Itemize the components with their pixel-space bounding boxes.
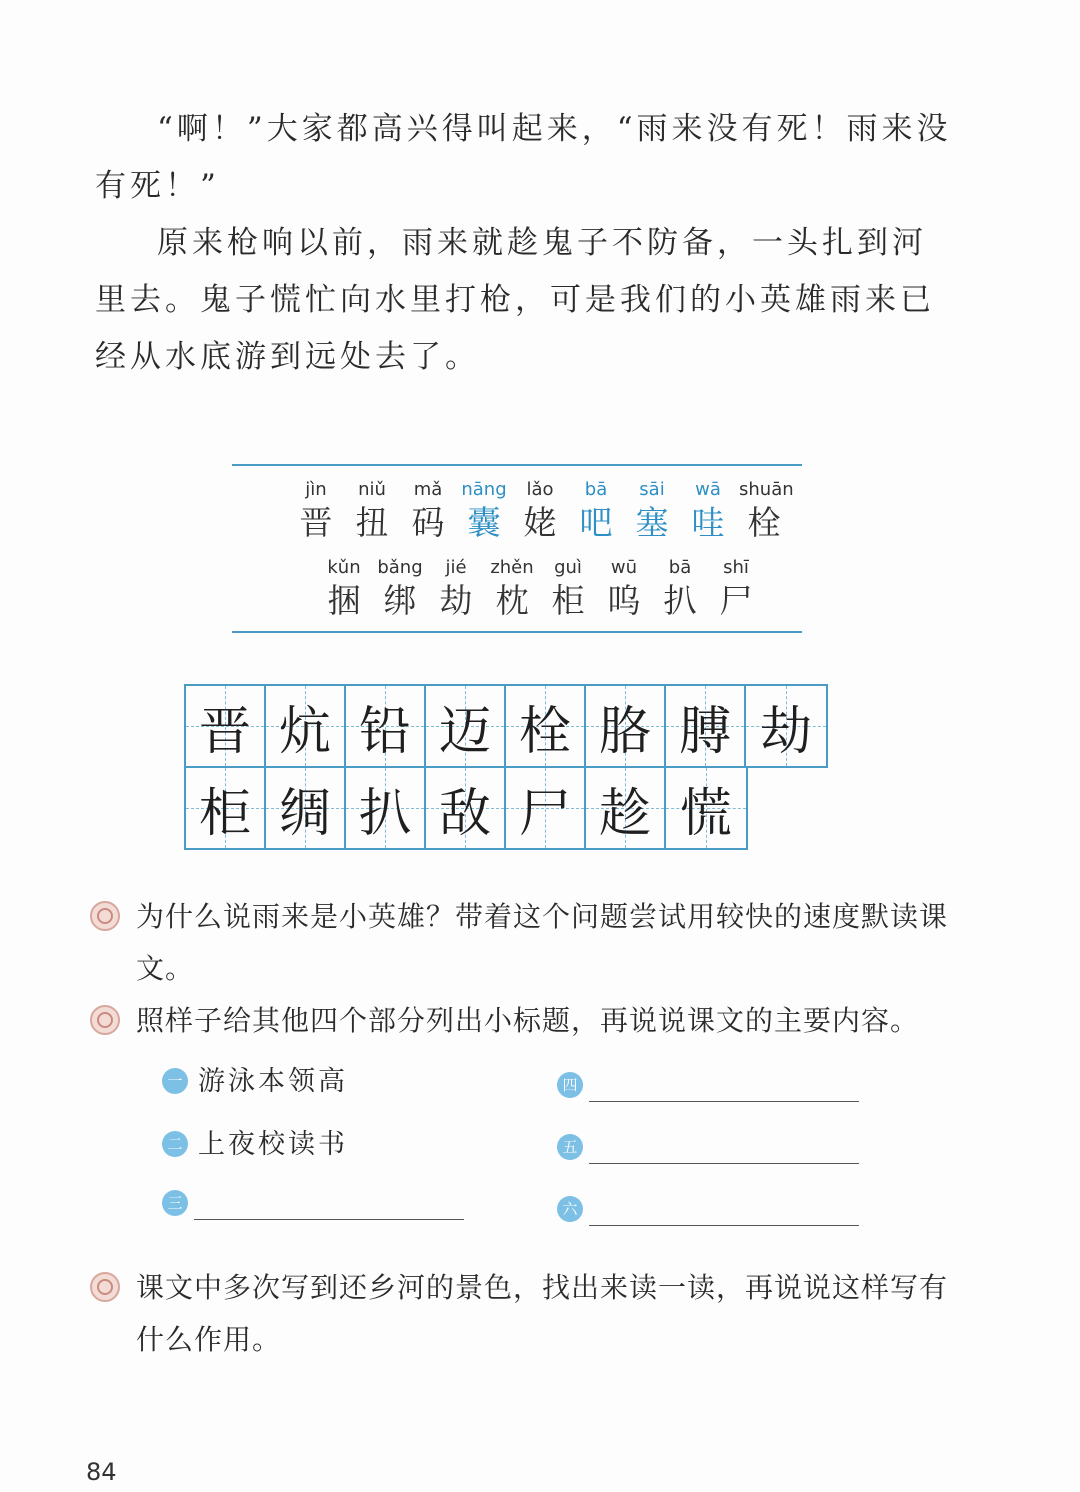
- question-bullet-icon: [90, 901, 120, 931]
- vocab-item: [515, 479, 565, 545]
- grid-cell: [506, 768, 586, 848]
- grid-cell: [746, 686, 826, 766]
- hanzi: 姥: [523, 503, 557, 542]
- grid-cell: [346, 768, 426, 848]
- vocab-item: [739, 479, 794, 545]
- vocab-top-rule: [232, 464, 802, 466]
- pinyin: kǔn: [327, 557, 361, 578]
- pinyin: shī: [723, 557, 749, 578]
- vocab-item-light-tone: [627, 479, 677, 545]
- grid-cell: [186, 686, 266, 766]
- grid-character: 柜: [198, 783, 251, 844]
- pinyin: wā: [695, 479, 721, 500]
- vocab-item: [711, 557, 761, 623]
- blank-line[interactable]: [194, 1218, 464, 1220]
- pinyin: jié: [445, 557, 467, 578]
- vocab-item-light-tone: [683, 479, 733, 545]
- writing-grid-row-2: [184, 766, 748, 850]
- grid-character: 尸: [518, 783, 571, 844]
- pinyin: shuān: [739, 479, 794, 500]
- subtitle-6: [557, 1196, 859, 1228]
- subtitle-1: [162, 1064, 348, 1100]
- subtitle-3: [162, 1190, 464, 1222]
- subtitle-text: 上夜校读书: [198, 1129, 348, 1160]
- question-2: [90, 995, 960, 1047]
- pinyin: bā: [584, 479, 608, 500]
- grid-cell: [186, 768, 266, 848]
- vocab-item: [431, 557, 481, 623]
- grid-cell: [666, 686, 746, 766]
- grid-character: 敌: [438, 783, 491, 844]
- vocab-item: [291, 479, 341, 545]
- pinyin: lǎo: [526, 479, 554, 500]
- grid-cell: [666, 768, 746, 848]
- question-text: 为什么说雨来是小英雄？带着这个问题尝试用较快的速度默读课文。: [136, 900, 949, 985]
- vocab-item-light-tone: [459, 479, 509, 545]
- vocab-bottom-rule: [232, 631, 802, 633]
- pinyin: jìn: [305, 479, 327, 500]
- vocab-item: [375, 557, 425, 623]
- vocab-item: [655, 557, 705, 623]
- grid-character: 迈: [438, 701, 491, 762]
- grid-cell: [426, 686, 506, 766]
- writing-grid-row-1: [184, 684, 828, 768]
- grid-cell: [586, 686, 666, 766]
- number-badge: 二: [162, 1131, 188, 1157]
- blank-line[interactable]: [589, 1224, 859, 1226]
- pinyin: mǎ: [413, 479, 443, 500]
- page-number: 84: [86, 1458, 117, 1486]
- paragraph-2: 原来枪响以前，雨来就趁鬼子不防备，一头扎到河里去。鬼子慌忙向水里打枪，可是我们的小英雄雨来已经从水底游到远处去了。: [95, 225, 935, 375]
- pinyin: zhěn: [490, 557, 534, 578]
- vocab-item: [319, 557, 369, 623]
- pinyin: guì: [554, 557, 582, 578]
- grid-character: 铅: [358, 701, 411, 762]
- subtitle-text: 游泳本领高: [198, 1066, 348, 1097]
- hanzi: 栓: [747, 503, 781, 542]
- question-bullet-icon: [90, 1272, 120, 1302]
- question-1: [90, 891, 960, 995]
- pinyin: sāi: [639, 479, 665, 500]
- hanzi: 呜: [607, 581, 641, 620]
- subtitle-2: [162, 1127, 348, 1163]
- grid-character: 扒: [358, 783, 411, 844]
- grid-character: 绸: [278, 783, 331, 844]
- vocab-item: [487, 557, 537, 623]
- grid-cell: [586, 768, 666, 848]
- vocab-item: [347, 479, 397, 545]
- hanzi: 扭: [355, 503, 389, 542]
- hanzi: 捆: [327, 581, 361, 620]
- grid-character: 胳: [598, 701, 651, 762]
- pinyin: niǔ: [358, 479, 386, 500]
- grid-character: 劫: [759, 701, 812, 762]
- hanzi: 枕: [495, 581, 529, 620]
- question-bullet-icon: [90, 1005, 120, 1035]
- hanzi: 尸: [719, 581, 753, 620]
- question-text: 课文中多次写到还乡河的景色，找出来读一读，再说说这样写有什么作用。: [136, 1271, 949, 1356]
- grid-character: 栓: [518, 701, 571, 762]
- grid-character: 趁: [598, 783, 651, 844]
- vocab-item: [599, 557, 649, 623]
- hanzi: 囊: [467, 503, 501, 542]
- number-badge: 四: [557, 1072, 583, 1098]
- hanzi: 扒: [663, 581, 697, 620]
- question-text: 照样子给其他四个部分列出小标题，再说说课文的主要内容。: [136, 1004, 920, 1037]
- pinyin: bā: [668, 557, 692, 578]
- grid-cell: [426, 768, 506, 848]
- hanzi: 哇: [691, 503, 725, 542]
- paragraph-1: “啊！”大家都高兴得叫起来，“雨来没有死！雨来没有死！”: [95, 111, 952, 204]
- hanzi: 柜: [551, 581, 585, 620]
- grid-cell: [346, 686, 426, 766]
- hanzi: 劫: [439, 581, 473, 620]
- hanzi: 绑: [383, 581, 417, 620]
- grid-character: 炕: [278, 701, 331, 762]
- hanzi: 吧: [579, 503, 613, 542]
- number-badge: 五: [557, 1134, 583, 1160]
- hanzi: 晋: [299, 503, 333, 542]
- vocab-item: [403, 479, 453, 545]
- blank-line[interactable]: [589, 1162, 859, 1164]
- subtitle-5: [557, 1134, 859, 1166]
- pinyin: nāng: [461, 479, 507, 500]
- hanzi: 塞: [635, 503, 669, 542]
- number-badge: 一: [162, 1068, 188, 1094]
- grid-cell: [266, 768, 346, 848]
- pinyin: bǎng: [377, 557, 423, 578]
- vocab-item-light-tone: [571, 479, 621, 545]
- vocab-item: [543, 557, 593, 623]
- number-badge: 六: [557, 1196, 583, 1222]
- number-badge: 三: [162, 1190, 188, 1216]
- pinyin: wū: [610, 557, 638, 578]
- grid-character: 膊: [678, 701, 731, 762]
- grid-cell: [266, 686, 346, 766]
- grid-character: 晋: [198, 701, 251, 762]
- vocab-row-2: [0, 557, 1080, 623]
- vocab-row-1: [0, 479, 1080, 545]
- question-3: [90, 1262, 960, 1366]
- hanzi: 码: [411, 503, 445, 542]
- blank-line[interactable]: [589, 1100, 859, 1102]
- grid-cell: [506, 686, 586, 766]
- subtitle-4: [557, 1072, 859, 1104]
- grid-character: 慌: [679, 783, 732, 844]
